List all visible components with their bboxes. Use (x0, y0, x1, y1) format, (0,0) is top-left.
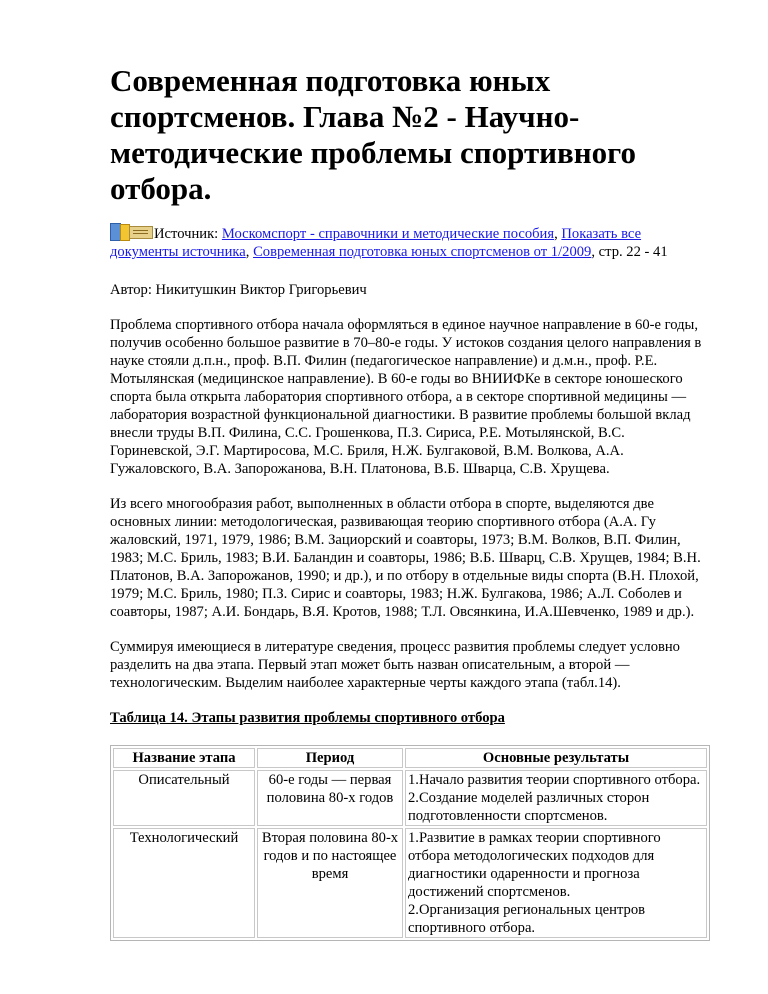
source-pages: , стр. 22 - 41 (591, 244, 668, 260)
paragraph-2: Из всего многообразия работ, выполненных в области отбора в спорте, выделяются две основных линии: методологическая, развивающая теорию спортивного отбора (А.А. Гу жаловский, 1971, 1979, 1986; В.М. Зациорский и соавторы, 1973; В.М. Волков, В.П. Филин, 1983; М.С. Бриль, 1983; В.И. Баландин и соавторы, 1986; В.Б. Шварц, С.В. Хрущев, 1984; В.Н. Платонов, В.А. Запорожанов, 1990; и др.), и по отбору в отдельные виды спорта (В.Н. Плохой, 1979; М.С. Бриль, 1980; П.З. Сирис и соавторы, 1983; Н.Ж. Булгакова, 1986; А.Л. Соболев и соавторы, 1987; А.И. Бондарь, В.Я. Кротов, 1988; Т.Л. Овсянкина, И.А.Шевченко, 1989 и др.). (110, 496, 701, 620)
paragraph-1: Проблема спортивного отбора начала оформляться в единое научное направление в 60-е годы, получив особенно большое развитие в 70–80-е годы. У истоков создания целого направления в науке стояли д.п.н., проф. В.П. Филин (педагогическое направление) и д.м.н., проф. Р.Е. Мотылянская (медицинское направление). В 60-е годы во ВНИИФКе в секторе юношеского спорта была открыта лаборатория спортивного отбора, а в секторе спортивной медицины — лаборатория возрастной функциональной диагностики. В развитие проблемы большой вклад внесли труды В.П. Филина, С.С. Грошенкова, П.З. Сириса, Р.Е. Мотылянской, В.С. Гориневской, Э.Г. Мартиросова, М.С. Бриля, Н.Ж. Булгаковой, В.М. Волкова, А.А. Гужаловского, В.А. Запорожанова, В.Н. Платонова, В.Б. Шварца, С.В. Хрущева. (110, 317, 702, 477)
result-item: 2.Создание моделей различных сторон подготовленности спортсменов. (408, 790, 650, 824)
cell-period: Вторая половина 80-х годов и по настоящее время (257, 828, 403, 938)
source-label: Источник: (154, 226, 222, 242)
cell-stage: Технологический (113, 828, 255, 938)
header-period: Период (257, 748, 403, 768)
source-link-all-documents[interactable]: Показать все документы источника (110, 226, 642, 260)
table-header-row (113, 748, 707, 768)
paragraph-3: Суммируя имеющиеся в литературе сведения, процесс развития проблемы следует условно разделить на два этапа. Первый этап может быть назван описательным, а второй — технологическим. Выделим наиболее характерные черты каждого этапа (табл.14). (110, 639, 680, 691)
table-row (113, 770, 707, 826)
result-item: 1.Развитие в рамках теории спортивного отбора методологических подходов для диагностики одаренности и прогноза достижений спортсменов. (408, 830, 661, 900)
cell-results (405, 770, 707, 826)
result-item: 2.Организация региональных центров спортивного отбора. (408, 902, 646, 936)
header-stage: Название этапа (113, 748, 255, 768)
table-caption: Таблица 14. Этапы развития проблемы спортивного отбора (110, 710, 505, 726)
cell-results (405, 828, 707, 938)
table-row (113, 828, 707, 938)
cell-period: 60-е годы — первая половина 80-х годов (257, 770, 403, 826)
result-item: 1.Начало развития теории спортивного отбора. (408, 772, 701, 788)
source-line: Источник: Москомспорт - справочники и методические пособия, Показать все документы источника, Современная подготовка юных спортсменов от 1/2009, стр. 22 - 41 (110, 223, 708, 261)
books-icon (110, 223, 154, 240)
header-results: Основные результаты (405, 748, 707, 768)
author-line: Автор: Никитушкин Виктор Григорьевич (110, 282, 367, 298)
source-link-issue[interactable]: Современная подготовка юных спортсменов от 1/2009 (253, 244, 592, 260)
stages-table (110, 745, 710, 941)
source-link-moscomsport[interactable]: Москомспорт - справочники и методические пособия (221, 226, 555, 242)
page-title: Современная подготовка юных спортсменов. Глава №2 - Научно-методические проблемы спортивного отбора. (110, 63, 636, 206)
cell-stage: Описательный (113, 770, 255, 826)
